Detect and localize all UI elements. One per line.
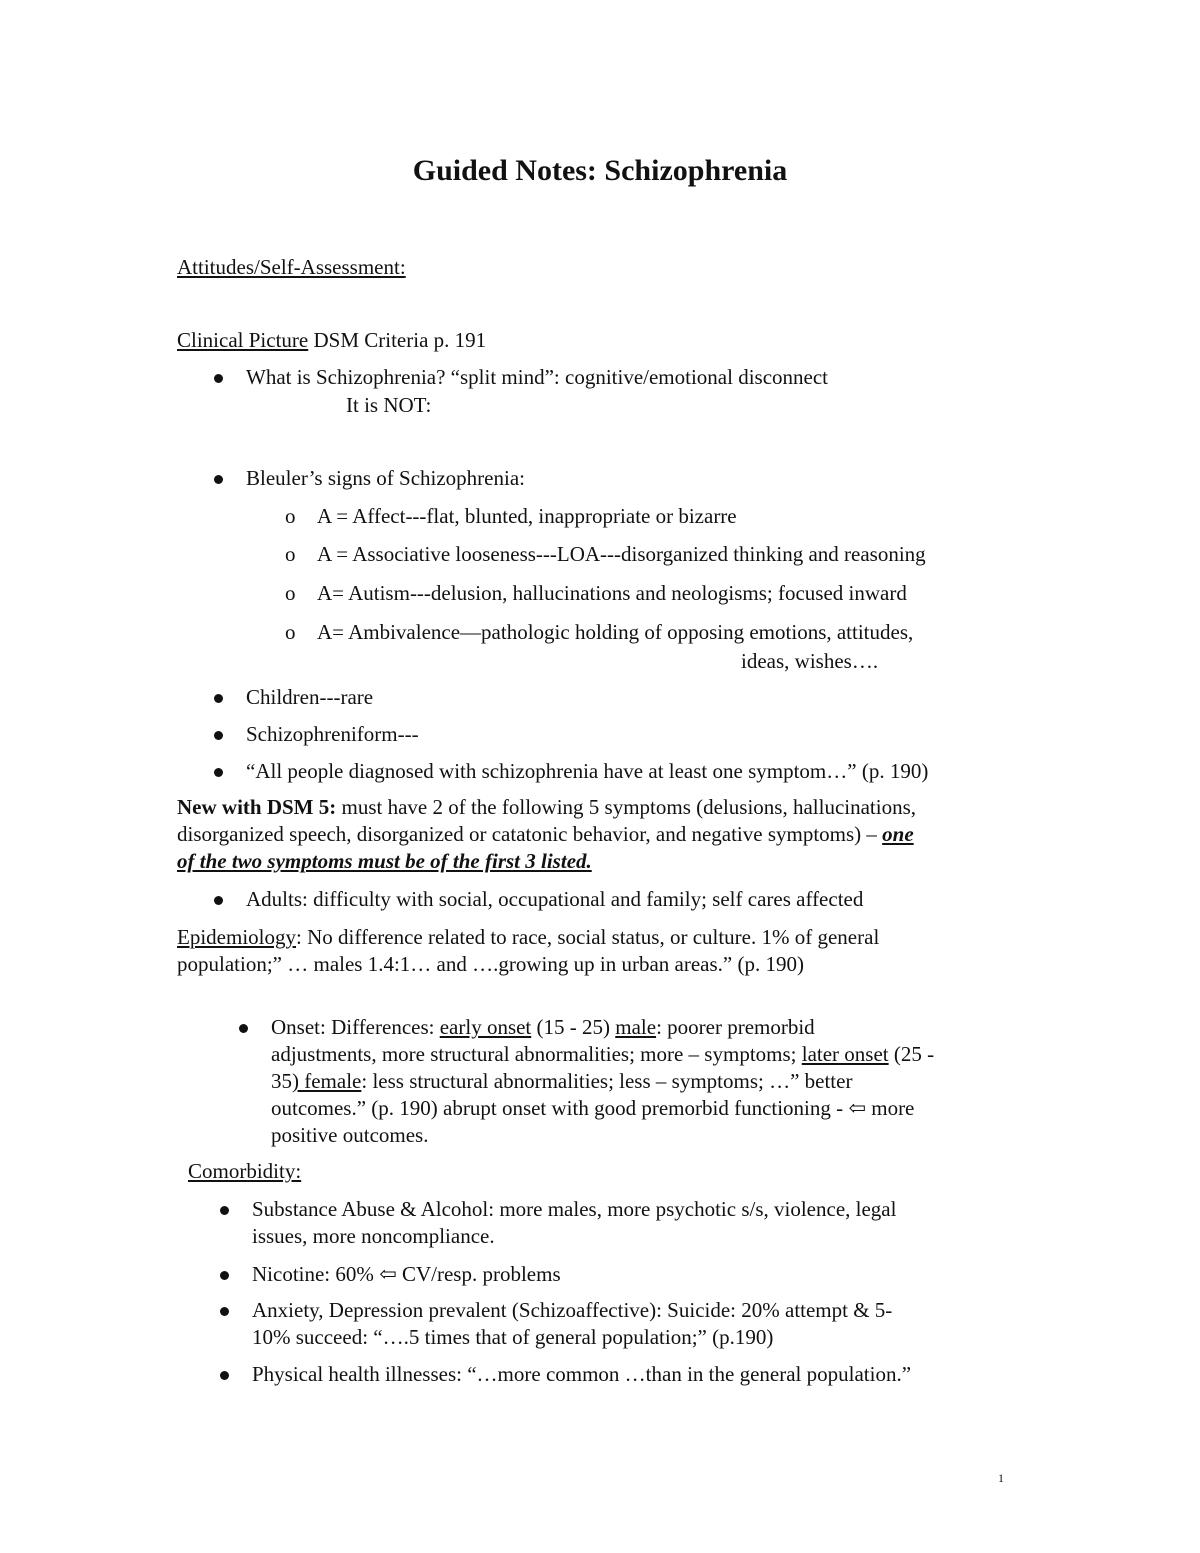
epidemiology-heading: Epidemiology (177, 925, 296, 949)
sign-marker: o (285, 504, 296, 528)
bullet-what-is: What is Schizophrenia? “split mind”: cognitive/emotional disconnect (214, 364, 828, 391)
bullet-onset (239, 1014, 815, 1041)
onset-text: (25 - (888, 1042, 935, 1066)
onset-text: Onset: Differences: (271, 1015, 440, 1039)
onset-male: male (615, 1015, 657, 1039)
dsm5-line-3 (177, 848, 592, 875)
dsm5-text: must have 2 of the following 5 symptoms (delusions, hallucinations, (336, 795, 917, 819)
bullet-anxiety: Anxiety, Depression prevalent (Schizoaffective): Suicide: 20% attempt & 5- (220, 1297, 892, 1324)
sign-associative (285, 541, 926, 568)
bullet-physical: Physical health illnesses: “…more common …than in the general population.” (220, 1361, 911, 1388)
sign-affect (285, 503, 737, 530)
page-title: Guided Notes: Schizophrenia (412, 154, 788, 187)
dsm5-emphasis: one (882, 822, 914, 846)
bullet-adults: Adults: difficulty with social, occupational and family; self cares affected (214, 886, 863, 913)
bullet-children: Children---rare (214, 684, 373, 711)
sign-autism (285, 580, 907, 607)
onset-line-2 (271, 1041, 934, 1068)
onset-text: 35 (271, 1069, 292, 1093)
sign-marker: o (285, 620, 296, 644)
dsm5-emphasis: of the two symptoms must be of the first 3 listed. (177, 849, 592, 873)
epidemiology-text: : No difference related to race, social status, or culture. 1% of general (296, 925, 880, 949)
onset-early: early onset (439, 1015, 532, 1039)
attitudes-heading: Attitudes/Self-Assessment: (177, 255, 406, 279)
clinical-heading: Clinical Picture (177, 328, 309, 352)
comorbidity-heading: Comorbidity: (188, 1159, 302, 1183)
clinical-heading-rest: DSM Criteria p. 191 (308, 328, 487, 352)
bullet-schizophreniform: Schizophreniform--- (214, 721, 419, 748)
epidemiology-line-1 (177, 924, 879, 951)
onset-text: : less structural abnormalities; less – symptoms; …” better (361, 1069, 853, 1093)
onset-line-4: outcomes.” (p. 190) abrupt onset with good premorbid functioning - ⇦ more (271, 1096, 915, 1120)
onset-text: (15 - 25) (531, 1015, 616, 1039)
sign-text: A= Autism---delusion, hallucinations and neologisms; focused inward (317, 581, 907, 605)
sign-ambivalence (285, 619, 913, 646)
bullet-quote: “All people diagnosed with schizophrenia have at least one symptom…” (p. 190) (214, 758, 928, 785)
dsm5-text: disorganized speech, disorganized or catatonic behavior, and negative symptoms) – (177, 822, 883, 846)
bullet-substance: Substance Abuse & Alcohol: more males, more psychotic s/s, violence, legal (220, 1196, 896, 1223)
substance-continuation: issues, more noncompliance. (252, 1224, 495, 1248)
sign-marker: o (285, 581, 296, 605)
sign-text: A = Associative looseness---LOA---disorganized thinking and reasoning (317, 542, 926, 566)
sign-continuation: ideas, wishes…. (741, 649, 879, 673)
epidemiology-line-2: population;” … males 1.4:1… and ….growing up in urban areas.” (p. 190) (177, 952, 804, 976)
onset-text: adjustments, more structural abnormalities; more – symptoms; (271, 1042, 802, 1066)
dsm5-line-1 (177, 794, 916, 821)
sign-text: A = Affect---flat, blunted, inappropriate or bizarre (317, 504, 737, 528)
onset-text: : poorer premorbid (656, 1015, 815, 1039)
bullet-nicotine: Nicotine: 60% ⇦ CV/resp. problems (220, 1261, 561, 1288)
dsm5-label: New with DSM 5: (177, 795, 337, 819)
onset-later: later onset (801, 1042, 889, 1066)
page-number: 1 (998, 1471, 1004, 1485)
it-is-not: It is NOT: (346, 393, 432, 417)
onset-line-3 (271, 1068, 852, 1095)
clinical-heading-line (177, 327, 486, 354)
anxiety-continuation: 10% succeed: “….5 times that of general population;” (p.190) (252, 1325, 774, 1349)
bullet-bleuler: Bleuler’s signs of Schizophrenia: (214, 465, 525, 492)
onset-female: ) female (292, 1069, 362, 1093)
sign-text: A= Ambivalence—pathologic holding of opposing emotions, attitudes, (317, 620, 914, 644)
sign-marker: o (285, 542, 296, 566)
onset-line-5: positive outcomes. (271, 1123, 429, 1147)
dsm5-line-2 (177, 821, 914, 848)
